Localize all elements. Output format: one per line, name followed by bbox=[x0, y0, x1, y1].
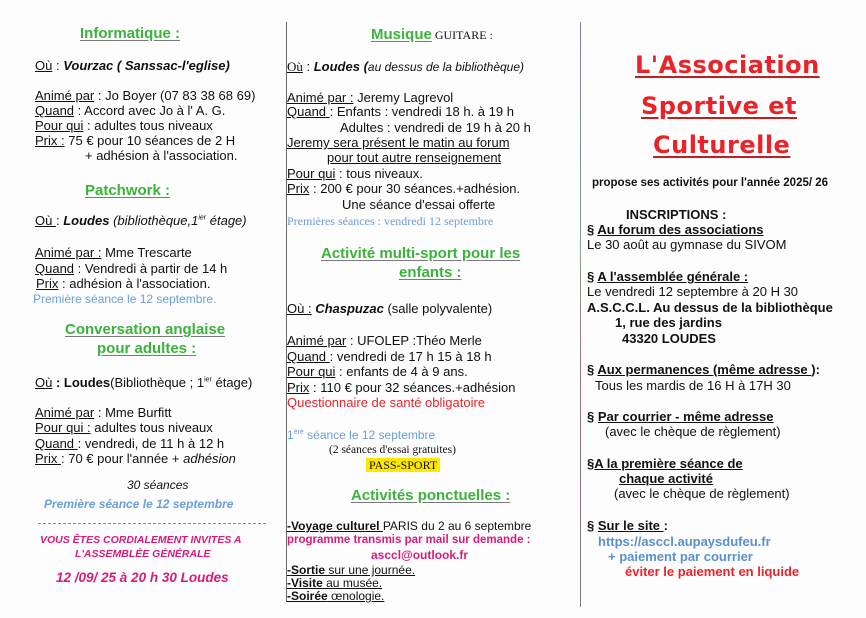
anglais-location: Où : Loudes(Bibliothèque ; $1^{ier}$ étage) bbox=[35, 375, 253, 390]
contact-email[interactable]: asccl@outlook.fr bbox=[371, 548, 469, 562]
anglais-sessions: 30 séances bbox=[127, 478, 189, 492]
association-title-line3: Culturelle bbox=[653, 131, 791, 159]
ag-detail-date: Le vendredi 12 septembre à 20 H 30 bbox=[587, 284, 799, 299]
multisport-trials: (2 séances d'essai gratuites) bbox=[329, 444, 456, 456]
sortie-item: -Sortie sur une journée. bbox=[287, 563, 416, 577]
invitation-line2: L'ASSEMBLÉE GÉNÉRALE bbox=[75, 548, 211, 560]
musique-trial: Une séance d'essai offerte bbox=[342, 197, 496, 212]
patchwork-animator: Animé par : Mme Trescarte bbox=[35, 245, 192, 260]
site-warning: éviter le paiement en liquide bbox=[625, 564, 800, 579]
visite-item: -Visite au musée. bbox=[287, 576, 383, 590]
multisport-animator: Animé par : UFOLEP :Théo Merle bbox=[287, 333, 482, 348]
association-title-line2: Sportive et bbox=[641, 92, 798, 120]
invitation-line1: VOUS ÊTES CORDIALEMENT INVITES A bbox=[40, 534, 242, 546]
patchwork-title: Patchwork : bbox=[85, 182, 171, 199]
musique-when: Quand : Enfants : vendredi 18 h. à 19 h bbox=[287, 104, 514, 119]
musique-when-adults: Adultes : vendredi de 19 h à 20 h bbox=[340, 120, 531, 135]
ag-detail-city: 43320 LOUDES bbox=[622, 331, 716, 346]
patchwork-first-session: Première séance le 12 septembre. bbox=[33, 292, 217, 306]
permanences-detail: Tous les mardis de 16 H à 17H 30 bbox=[595, 378, 791, 393]
informatique-location: Où : Vourzac ( Sanssac-l'eglise) bbox=[35, 58, 230, 73]
site-url-link[interactable]: https://asccl.aupaysdufeu.fr bbox=[598, 534, 771, 549]
invitation-date: 12 /09/ 25 à 20 h 30 Loudes bbox=[56, 570, 229, 585]
premiere-heading: §A la première séance de bbox=[587, 456, 743, 471]
anglais-audience: Pour qui : adultes tous niveaux bbox=[35, 420, 213, 435]
courrier-heading: § Par courrier - même adresse bbox=[587, 409, 774, 424]
anglais-first-session: Première séance le 12 septembre bbox=[44, 497, 234, 511]
musique-first-sessions: Premières séances : vendredi 12 septembre bbox=[287, 214, 494, 228]
informatique-audience: Pour qui : adultes tous niveaux bbox=[35, 118, 213, 133]
association-subtitle: propose ses activités pour l'année 2025/ 26 bbox=[592, 177, 829, 189]
musique-forum-note-2: pour tout autre renseignement bbox=[327, 150, 502, 165]
patchwork-location: Où : Loudes ($bibliothèque,1^{ier}$ étage) bbox=[35, 213, 247, 228]
anglais-title-line2: pour adultes : bbox=[97, 340, 197, 357]
inscriptions-heading: INSCRIPTIONS : bbox=[626, 207, 727, 222]
musique-price: Prix : 200 € pour 30 séances.+adhésion. bbox=[287, 181, 521, 196]
informatique-price-extra: + adhésion à l'association. bbox=[85, 148, 238, 163]
multisport-location: Où : Chaspuzac (salle polyvalente) bbox=[287, 301, 493, 316]
permanences-heading: § Aux permanences (même adresse ): bbox=[587, 362, 820, 377]
site-heading: § Sur le site : bbox=[587, 518, 668, 533]
musique-title: Musique GUITARE : bbox=[371, 26, 493, 43]
informatique-animator: Animé par : Jo Boyer (07 83 38 68 69) bbox=[35, 88, 256, 103]
musique-forum-note: Jeremy sera présent le matin au forum bbox=[287, 135, 510, 150]
anglais-title-line1: Conversation anglaise bbox=[65, 321, 226, 338]
informatique-price: Prix : 75 € pour 10 séances de 2 H bbox=[35, 133, 236, 148]
ag-detail-place: A.S.C.C.L. Au dessus de la bibliothèque bbox=[587, 300, 833, 315]
association-title-line1: L'Association bbox=[635, 51, 820, 79]
multisport-first-session: 1ère séance le 12 septembre bbox=[287, 428, 436, 442]
multisport-price: Prix : 110 € pour 32 séances.+adhésion bbox=[287, 380, 516, 395]
soiree-item: -Soirée œnologie. bbox=[287, 589, 385, 603]
site-payment-note: + paiement par courrier bbox=[608, 549, 753, 564]
anglais-when: Quand : vendredi, de 11 h à 12 h bbox=[35, 436, 225, 451]
ag-heading: § A l'assemblée générale : bbox=[587, 269, 749, 284]
ponctuelles-title: Activités ponctuelles : bbox=[351, 487, 511, 504]
multisport-title-line2: enfants : bbox=[399, 264, 462, 281]
premiere-heading-2: chaque activité bbox=[619, 471, 713, 486]
musique-audience: Pour qui : tous niveaux. bbox=[287, 166, 423, 181]
forum-detail: Le 30 août au gymnase du SIVOM bbox=[587, 237, 787, 252]
multisport-when: Quand : vendredi de 17 h 15 à 18 h bbox=[287, 349, 492, 364]
patchwork-price: Prix : adhésion à l'association. bbox=[36, 276, 211, 291]
musique-animator: Animé par : Jeremy Lagrevol bbox=[287, 90, 454, 105]
anglais-animator: Animé par : Mme Burfitt bbox=[35, 405, 172, 420]
multisport-audience: Pour qui : enfants de 4 à 9 ans. bbox=[287, 364, 468, 379]
column-divider-2 bbox=[580, 22, 581, 607]
patchwork-when: Quand : Vendredi à partir de 14 h bbox=[35, 261, 228, 276]
informatique-title: Informatique : bbox=[80, 25, 180, 42]
dashed-separator bbox=[38, 523, 266, 524]
informatique-when: Quand : Accord avec Jo à l' A. G. bbox=[35, 103, 226, 118]
multisport-health-note: Questionnaire de santé obligatoire bbox=[287, 395, 486, 410]
musique-location: Où : Loudes (au dessus de la bibliothèque) bbox=[287, 59, 525, 74]
courrier-detail: (avec le chèque de règlement) bbox=[605, 424, 781, 439]
pass-sport-badge: PASS-SPORT bbox=[366, 457, 440, 473]
anglais-price: Prix : 70 € pour l'année + adhésion bbox=[35, 451, 236, 466]
multisport-title-line1: Activité multi-sport pour les bbox=[321, 245, 521, 262]
programme-note: programme transmis par mail sur demande : bbox=[287, 534, 531, 546]
forum-heading: § Au forum des associations bbox=[587, 222, 764, 237]
premiere-detail: (avec le chèque de règlement) bbox=[614, 486, 790, 501]
voyage-item: -Voyage culturel PARIS du 2 au 6 septembre bbox=[287, 519, 532, 533]
ag-detail-street: 1, rue des jardins bbox=[615, 315, 722, 330]
